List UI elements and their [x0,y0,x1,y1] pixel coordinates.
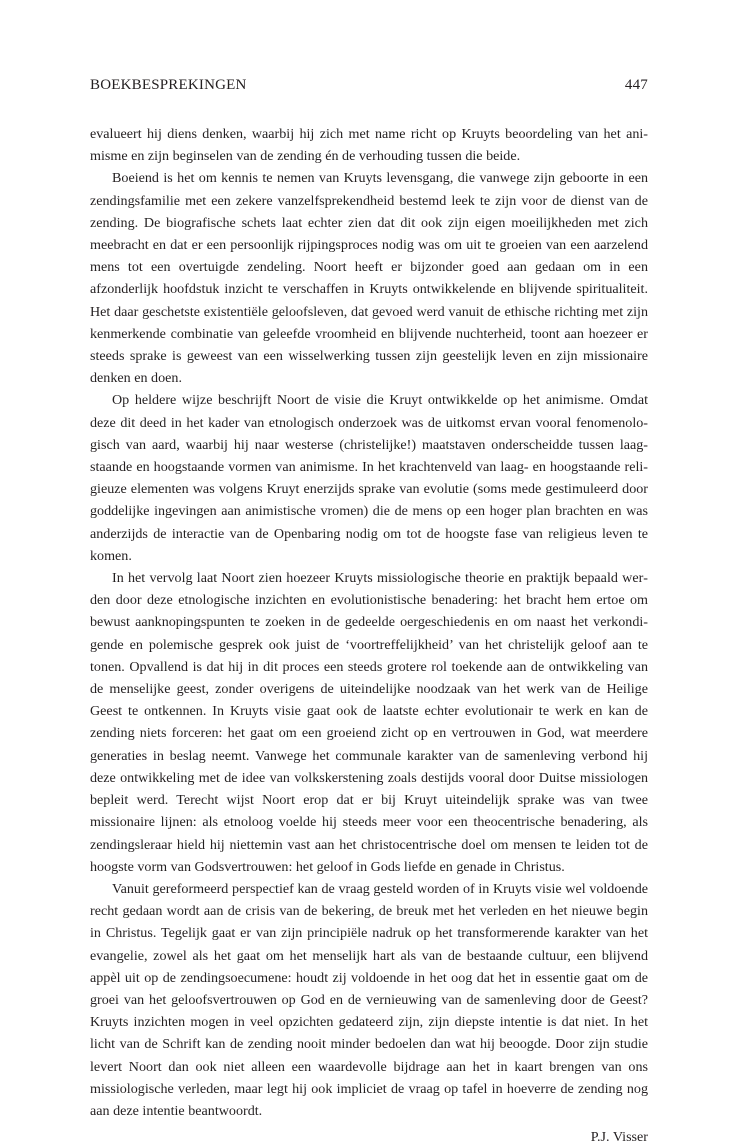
review-body [90,123,648,1122]
page [90,77,648,1148]
section-title: BOEKBESPREKINGEN [90,77,247,93]
paragraph: Op heldere wijze beschrijft Noort de visie die Kruyt ontwikkelde op het animisme. Omdat deze dit deed in het kader van etnologisch onderzoek was de uitkomst ervan vooral fenomenologisch van aard, waarbij hij naar westerse (christelijke!) maatstaven onderscheidde tussen laagstaande en hoogstaande vormen van animisme. In het krachtenveld van laag- en hoogstaande religieuze elementen was volgens Kruyt enerzijds sprake van evolutie (soms mede gestimuleerd door goddelijke ingevingen aan animistische vromen) die de mens op een hoger plan brachten en was anderzijds de interactie van de Openbaring nodig om tot de hoogste fase van religieus leven te komen. [90,392,648,564]
paragraph: Vanuit gereformeerd perspectief kan de vraag gesteld worden of in Kruyts visie wel voldoende recht gedaan wordt aan de crisis van de bekering, de breuk met het verleden en het nieuwe begin in Christus. Tegelijk gaat er van zijn principiële nadruk op het transformerende karakter van het evangelie, zowel als het gaat om het menselijk hart als van de bestaande cultuur, een blijvend appèl uit op de zendingsoecumene: houdt zij voldoende in het oog dat het in essentie gaat om de groei van het geloofsvertrouwen op God en de vernieuwing van de samenleving door de Geest? Kruyts inzichten mogen in veel opzichten gedateerd zijn, zijn diepste intentie is dat niet. In het licht van de Schrift kan de zending nooit minder bedoelen dan wat hij beoogde. Door zijn studie levert Noort dan ook niet alleen een waardevolle bijdrage aan het in kaart brengen van ons missiologische verleden, maar legt hij ook impliciet de vraag op tafel in hoeverre de zending nog aan deze intentie beantwoordt. [90,880,648,1119]
paragraph: Boeiend is het om kennis te nemen van Kruyts levensgang, die vanwege zijn geboorte in een zendingsfamilie met een zekere vanzelfsprekendheid bestemd leek te zijn voor de dienst van de zending. De biografische schets laat echter zien dat dit ook zijn eigen moeilijkheden met zich meebracht en dat er een persoonlijk rijpingsproces nodig was om uit te groeien van een aarzelend mens tot een overtuigde zendeling. Noort heeft er bijzonder goed aan gedaan om in een afzonderlijk hoofdstuk inzicht te verschaffen in Kruyts ontwikkelende en blijvende spiritualiteit. Het daar geschetste existentiële geloofsleven, dat gevoed werd vanuit de ethische richting met zijn kenmerkende combinatie van geleefde vroomheid en blijvende nuchterheid, toont aan hoezeer er steeds sprake is geweest van een wisselwerking tussen zijn geestelijk leven en zijn missionaire denken en doen. [90,170,648,387]
page-number: 447 [624,77,648,93]
author-signature: P.J. Visser [590,1129,648,1146]
paragraph: In het vervolg laat Noort zien hoezeer Kruyts missiologische theorie en praktijk bepaald werden door deze etnologische inzichten en evolutionistische benadering: het bracht hem ertoe om bewust aanknopingspunten te zoeken in de gedeelde oergeschiedenis en om naast het verkondigende en polemische gesprek ook juist de ‘voortreffelijkheid’ van het christelijk geloof aan te tonen. Opvallend is dat hij in dit proces een steeds grotere rol toekende aan de ontwikkeling van de menselijke geest, zonder overigens de uiteindelijke noodzaak van het werk van de Heilige Geest te ontkennen. In Kruyts visie gaat ook de laatste echter evolutionair te werk en kan de zending niets forceren: het gaat om een groeiend zicht op en vertrouwen in God, wat meerdere generaties in beslag neemt. Vanwege het communale karakter van de samenleving verbond hij deze ontwikkeling met de idee van volkskerstening zoals destijds vooral door Duitse missiologen bepleit werd. Terecht wijst Noort erop dat er bij Kruyt uiteindelijk sprake was van twee missionaire lijnen: als etnoloog voelde hij steeds meer voor een theocentrische benadering, als zendingsleraar hield hij niettemin vast aan het christocentrische doel om mensen te leiden tot de hoogste vorm van Godsvertrouwen: het geloof in Gods liefde en genade in Christus. [90,570,648,875]
running-head [90,77,648,99]
paragraph: evalueert hij diens denken, waarbij hij zich met name richt op Kruyts beoordeling van het animisme en zijn beginselen van de zending én de verhouding tussen die beide. [90,126,648,165]
